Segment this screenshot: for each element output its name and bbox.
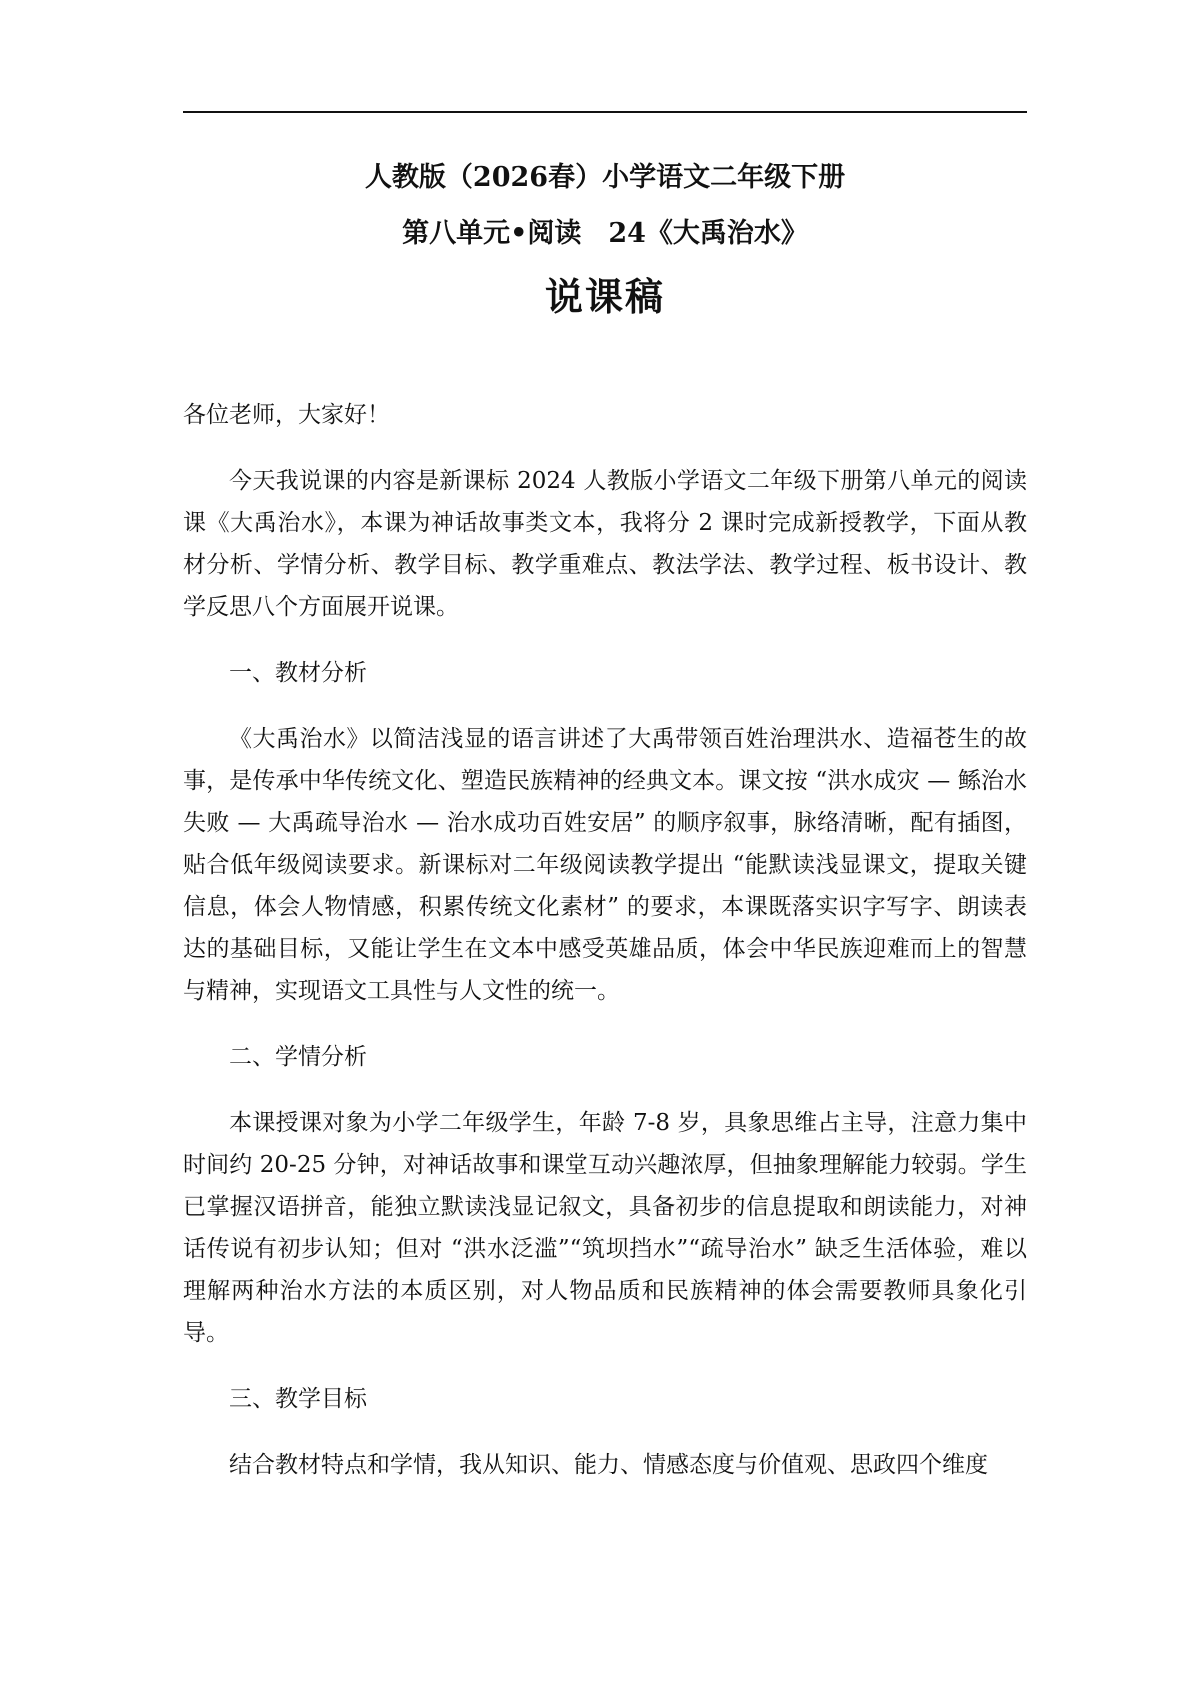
- section-heading-learner-analysis: 二、学情分析: [229, 1044, 367, 1070]
- document-title-main: 说课稿: [544, 274, 665, 319]
- title-block: [183, 150, 1027, 332]
- section-heading-teaching-objectives: 三、教学目标: [229, 1386, 367, 1412]
- header-rule: [183, 111, 1027, 113]
- section-paragraph-learner-analysis: 本课授课对象为小学二年级学生，年龄 7-8 岁，具象思维占主导，注意力集中时间约 20-25 分钟，对神话故事和课堂互动兴趣浓厚，但抽象理解能力较弱。学生已掌握汉语拼音，能独立默读浅显记叙文，具备初步的信息提取和朗读能力，对神话传说有初步认知；但对 “洪水泛滥”“筑坝挡水”“疏导治水” 缺乏生活体验，难以理解两种治水方法的本质区别，对人物品质和民族精神的体会需要教师具象化引导。: [183, 1110, 1027, 1346]
- section-heading-textbook-analysis: 一、教材分析: [229, 660, 367, 686]
- section-paragraph-teaching-objectives: 结合教材特点和学情，我从知识、能力、情感态度与价值观、思政四个维度: [229, 1452, 988, 1478]
- section-paragraph-textbook-analysis: 《大禹治水》以简洁浅显的语言讲述了大禹带领百姓治理洪水、造福苍生的故事，是传承中华传统文化、塑造民族精神的经典文本。课文按 “洪水成灾 — 鲧治水失败 — 大禹疏导治水 — 治水成功百姓安居” 的顺序叙事，脉络清晰，配有插图，贴合低年级阅读要求。新课标对二年级阅读教学提出 “能默读浅显课文，提取关键信息，体会人物情感，积累传统文化素材” 的要求，本课既落实识字写字、朗读表达的基础目标，又能让学生在文本中感受英雄品质，体会中华民族迎难而上的智慧与精神，实现语文工具性与人文性的统一。: [183, 726, 1027, 1004]
- intro-paragraph: 今天我说课的内容是新课标 2024 人教版小学语文二年级下册第八单元的阅读课《大禹治水》，本课为神话故事类文本，我将分 2 课时完成新授教学，下面从教材分析、学情分析、教学目标、教学重难点、教法学法、教学过程、板书设计、教学反思八个方面展开说课。: [183, 468, 1027, 620]
- document-title-lesson: 第八单元•阅读 24《大禹治水》: [402, 218, 808, 249]
- greeting: 各位老师，大家好！: [183, 402, 390, 428]
- document-body: [183, 394, 1027, 1510]
- document-title-series: 人教版（2026春）小学语文二年级下册: [364, 162, 846, 193]
